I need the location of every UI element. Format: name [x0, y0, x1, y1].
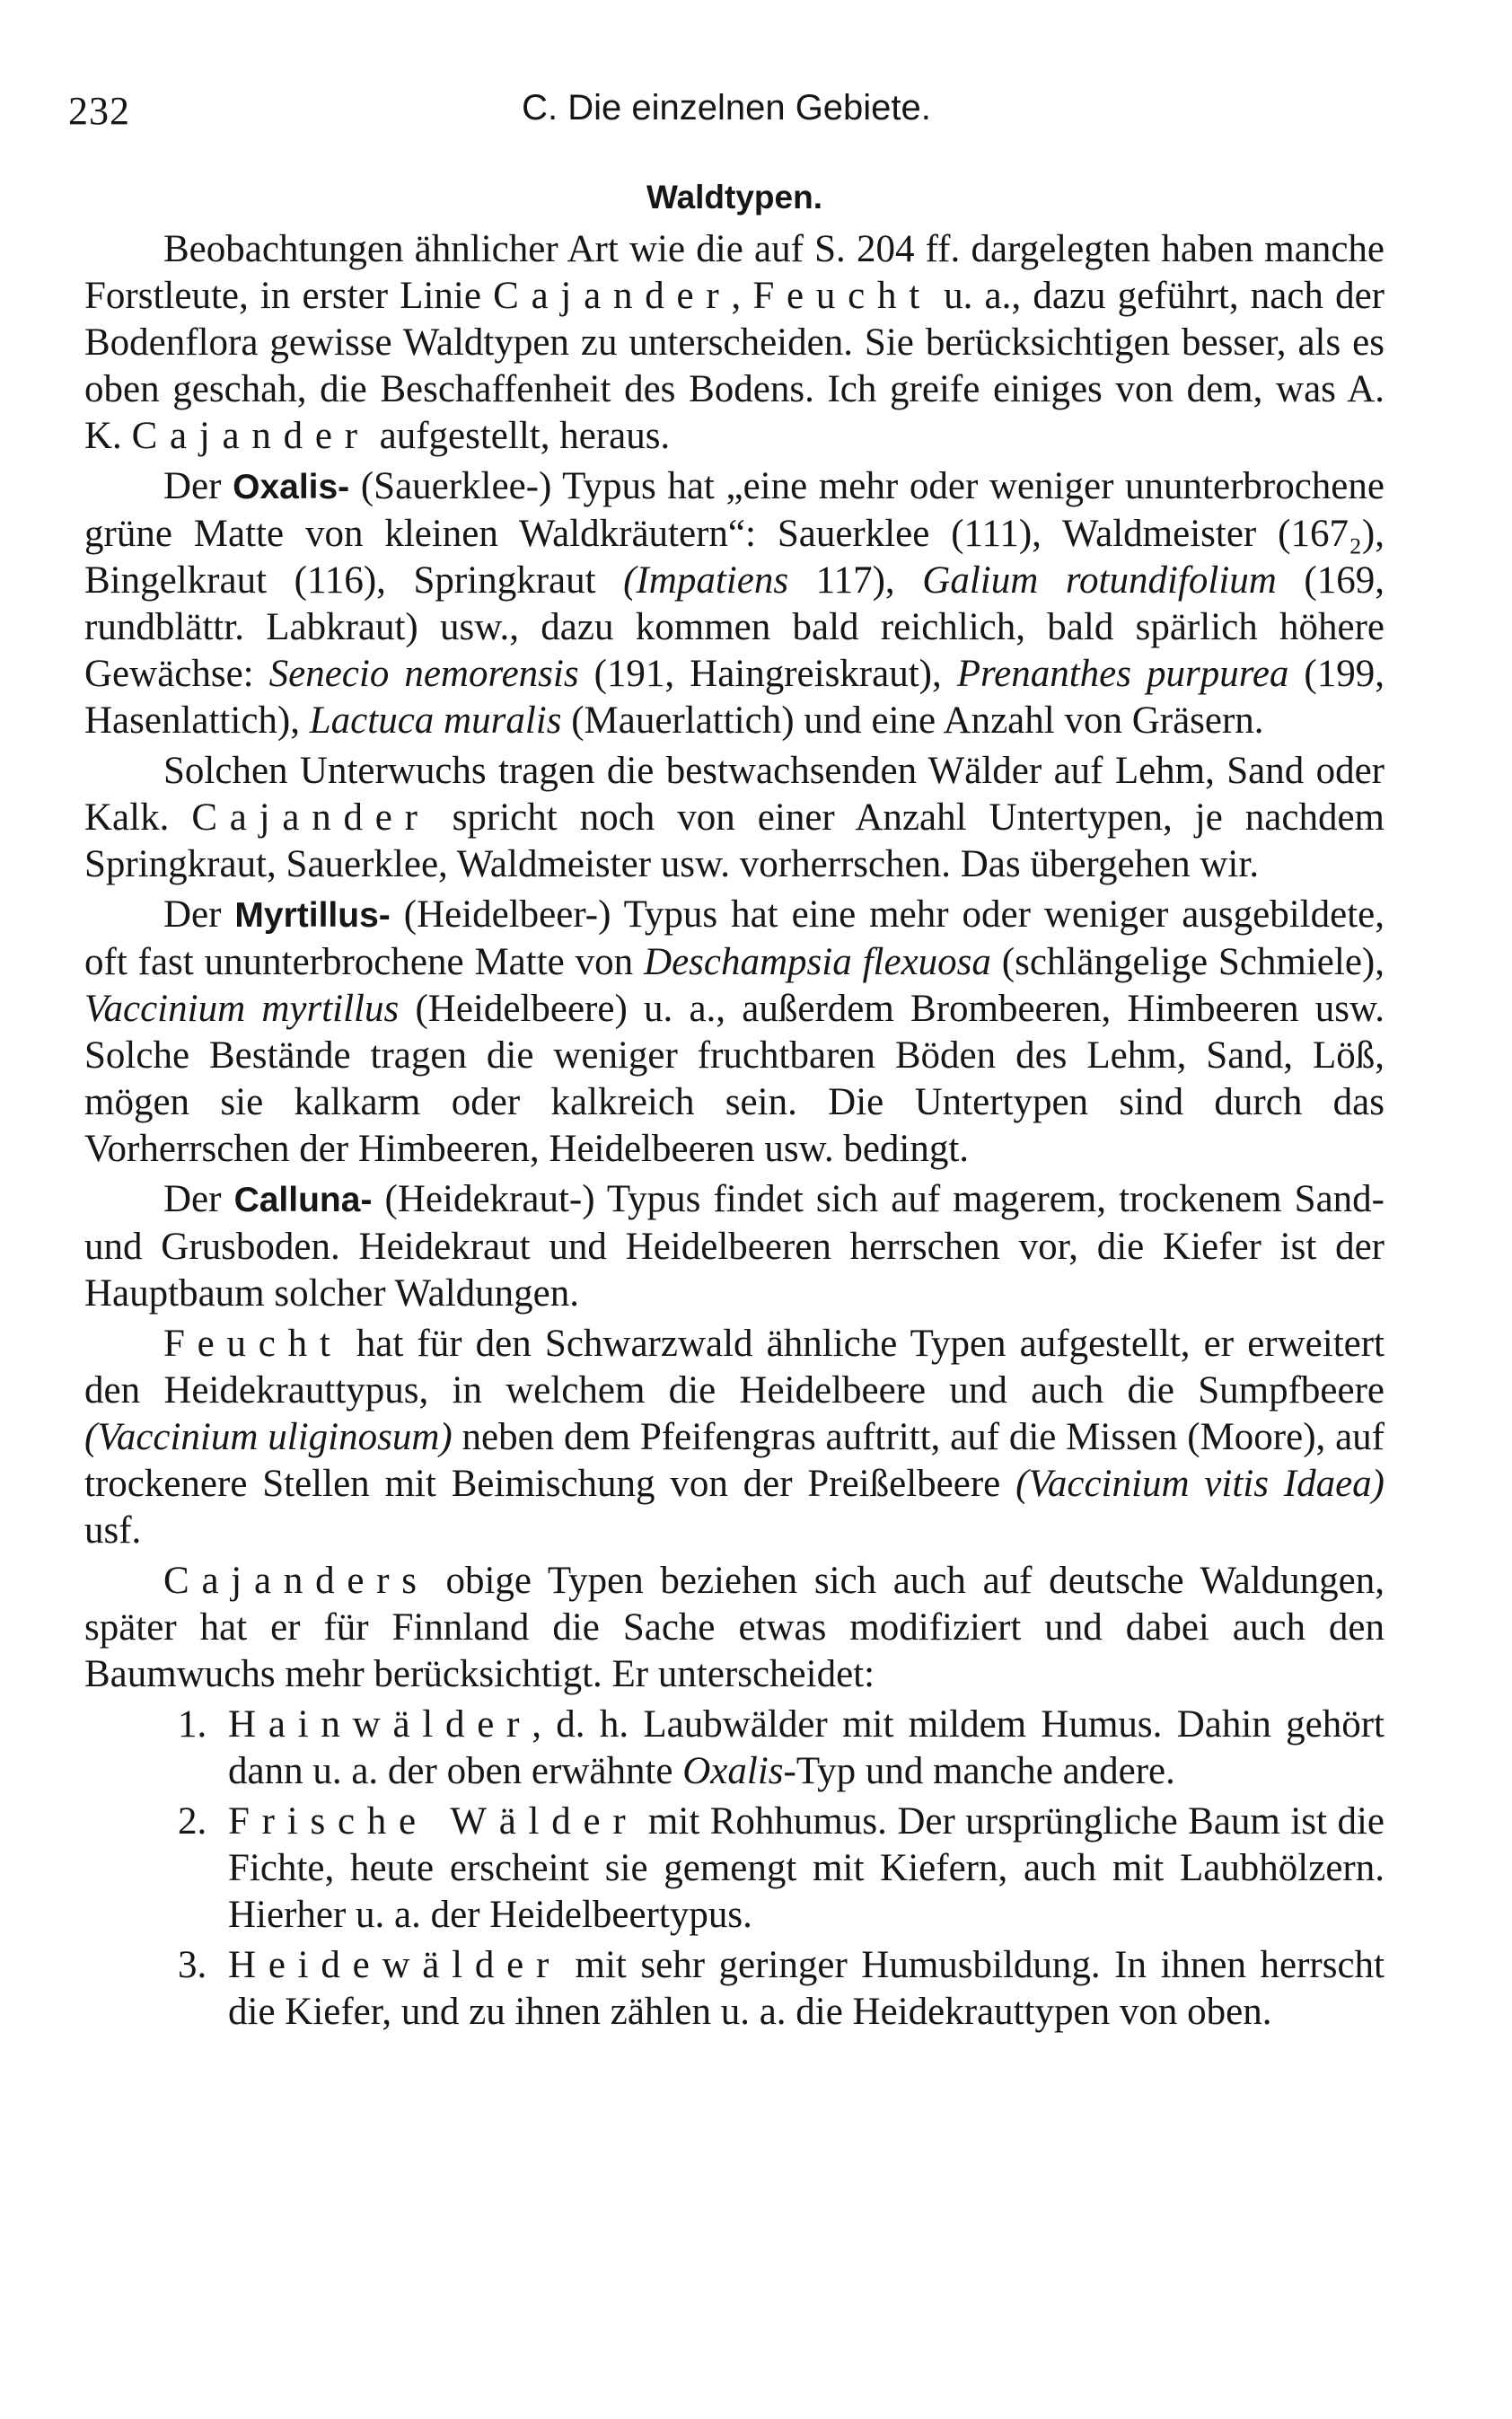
text-run: mit Rohhumus. Der ursprüngliche Baum ist die Fichte, heute erscheint sie gemengt mit Kiefern, auch mit Laubhölzern. Hierher u. a. der Heidelbeertypus.: [228, 1800, 1385, 1936]
running-head: C. Die einzelnen Gebiete.: [522, 88, 931, 128]
text-run: Der: [163, 1178, 234, 1220]
text-run: , d. h. Laubwälder mit mildem Humus. Dahin gehört dann u. a. der oben erwähnte: [228, 1703, 1385, 1792]
list-number: 1.: [178, 1703, 207, 1746]
species-name: (Vaccinium vitis Idaea): [1015, 1463, 1385, 1505]
text-run: (Sauerklee-) Typus hat „eine mehr oder weniger ununterbrochene grüne Matte von kleinen Waldkräutern“: Sauerklee (111), Waldmeister (167₂), Bingelkraut (116), Springkraut: [84, 465, 1385, 602]
species-name: (Impatiens: [623, 559, 789, 602]
list-term: Frische Wälder: [228, 1800, 638, 1843]
author-name-cajander: Cajander: [191, 796, 430, 839]
author-name-cajander: Cajander: [131, 415, 370, 457]
species-name: Deschampsia flexuosa: [644, 941, 991, 983]
text-run: Solchen Unterwuchs tragen die bestwachsenden Wälder auf Lehm, Sand oder Kalk.: [84, 750, 1385, 839]
text-run: u. a., dazu geführt, nach der Bodenflora gewisse Waldtypen zu unterscheiden. Sie berücksichtigen besser, als es oben geschah, die Beschaffenheit des Bodens. Ich greife einiges von dem, was A. K.: [84, 275, 1385, 457]
list-number: 3.: [178, 1944, 207, 1986]
author-name-feucht: Feucht: [163, 1323, 343, 1365]
text-run: neben dem Pfeifengras auftritt, auf die Missen (Moore), auf trockenere Stellen mit Beimischung von der Preißelbeere: [84, 1416, 1385, 1505]
paragraph-calluna-type: [84, 1176, 1385, 1317]
paragraph-subtypes: [84, 748, 1385, 888]
text-run: 117),: [788, 559, 923, 602]
page-header: [68, 83, 1385, 136]
text-run: ,: [731, 275, 753, 317]
list-item-hainwaelder: [84, 1702, 1385, 1795]
text-run: (Heidekraut-) Typus findet sich auf magerem, trockenem Sand- und Grusboden. Heidekraut und Heidelbeeren herrschen vor, die Kiefer ist der Hauptbaum solcher Waldungen.: [84, 1178, 1385, 1315]
section-title: Waldtypen.: [646, 179, 822, 216]
text-run: mit sehr geringer Humusbildung. In ihnen herrscht die Kiefer, und zu ihnen zählen u. a. die Heidekrauttypen von oben.: [228, 1944, 1385, 2033]
paragraph-intro: [84, 226, 1385, 460]
species-name: Prenanthes purpurea: [956, 653, 1289, 695]
species-name: (Vaccinium uliginosum): [84, 1416, 453, 1458]
paragraph-oxalis-type: [84, 463, 1385, 744]
text-run: spricht noch von einer Anzahl Untertypen, je nachdem Springkraut, Sauerklee, Waldmeister usw. vorherrschen. Das übergehen wir.: [84, 796, 1385, 885]
text-run: aufgestellt, heraus.: [369, 415, 671, 457]
type-name-oxalis: Oxalis-: [233, 468, 350, 506]
author-name-cajander: Cajander: [493, 275, 732, 317]
species-name: Lactuca muralis: [309, 699, 562, 742]
author-name-cajanders: Cajanders: [163, 1560, 429, 1602]
page-number: 232: [68, 89, 130, 133]
text-run: usf.: [84, 1509, 142, 1552]
text-run: (191, Haingreiskraut),: [578, 653, 957, 695]
text-run: Der: [163, 893, 235, 936]
list-item-frische-waelder: [84, 1799, 1385, 1939]
list-term: Hainwälder: [228, 1703, 532, 1746]
author-name-feucht: Feucht: [752, 275, 932, 317]
type-name-calluna: Calluna-: [233, 1181, 373, 1219]
text-run: (schlängelige Schmiele),: [990, 941, 1385, 983]
text-run: Der: [163, 465, 233, 507]
list-item-heidewaelder: [84, 1942, 1385, 2036]
species-name: Oxalis: [682, 1750, 784, 1792]
text-run: -Typ und manche andere.: [783, 1750, 1175, 1792]
paragraph-feucht: [84, 1321, 1385, 1554]
paragraph-myrtillus-type: [84, 892, 1385, 1173]
text-run: (Heidelbeere) u. a., außerdem Brombeeren, Himbeeren usw. Solche Bestände tragen die weniger fruchtbaren Böden des Lehm, Sand, Löß, mögen sie kalkarm oder kalkreich sein. Die Untertypen sind durch das Vorherrschen der Himbeeren, Heidelbeeren usw. bedingt.: [84, 988, 1385, 1170]
forest-type-list: [84, 1702, 1385, 2036]
list-term: Heidewälder: [228, 1944, 562, 1986]
text-run: (199, Hasenlattich),: [84, 653, 1385, 742]
text-run: (Mauerlattich) und eine Anzahl von Gräsern.: [561, 699, 1264, 742]
text-run: (169, rundblättr. Labkraut) usw., dazu kommen bald reichlich, bald spärlich höhere Gewächse:: [84, 559, 1385, 695]
species-name: Vaccinium myrtillus: [84, 988, 400, 1030]
text-run: obige Typen beziehen sich auch auf deutsche Waldungen, später hat er für Finnland die Sache etwas modifiziert und dabei auch den Baumwuchs mehr berücksichtigt. Er unterscheidet:: [84, 1560, 1385, 1695]
species-name: Galium rotundifolium: [922, 559, 1277, 602]
type-name-myrtillus: Myrtillus-: [234, 896, 391, 935]
paragraph-cajander-types: [84, 1558, 1385, 1698]
species-name: Senecio nemorensis: [268, 653, 579, 695]
list-number: 2.: [178, 1800, 207, 1843]
text-run: hat für den Schwarzwald ähnliche Typen aufgestellt, er erweitert den Heidekrauttypus, in welchem die Heidelbeere und auch die Sumpfbeere: [84, 1323, 1385, 1412]
text-run: (Heidelbeer-) Typus hat eine mehr oder weniger ausgebildete, oft fast ununterbrochene Matte von: [84, 893, 1385, 983]
text-run: Beobachtungen ähnlicher Art wie die auf S. 204 ff. dargelegten haben manche Forstleute, in erster Linie: [84, 228, 1385, 317]
body-text: [84, 176, 1385, 2039]
